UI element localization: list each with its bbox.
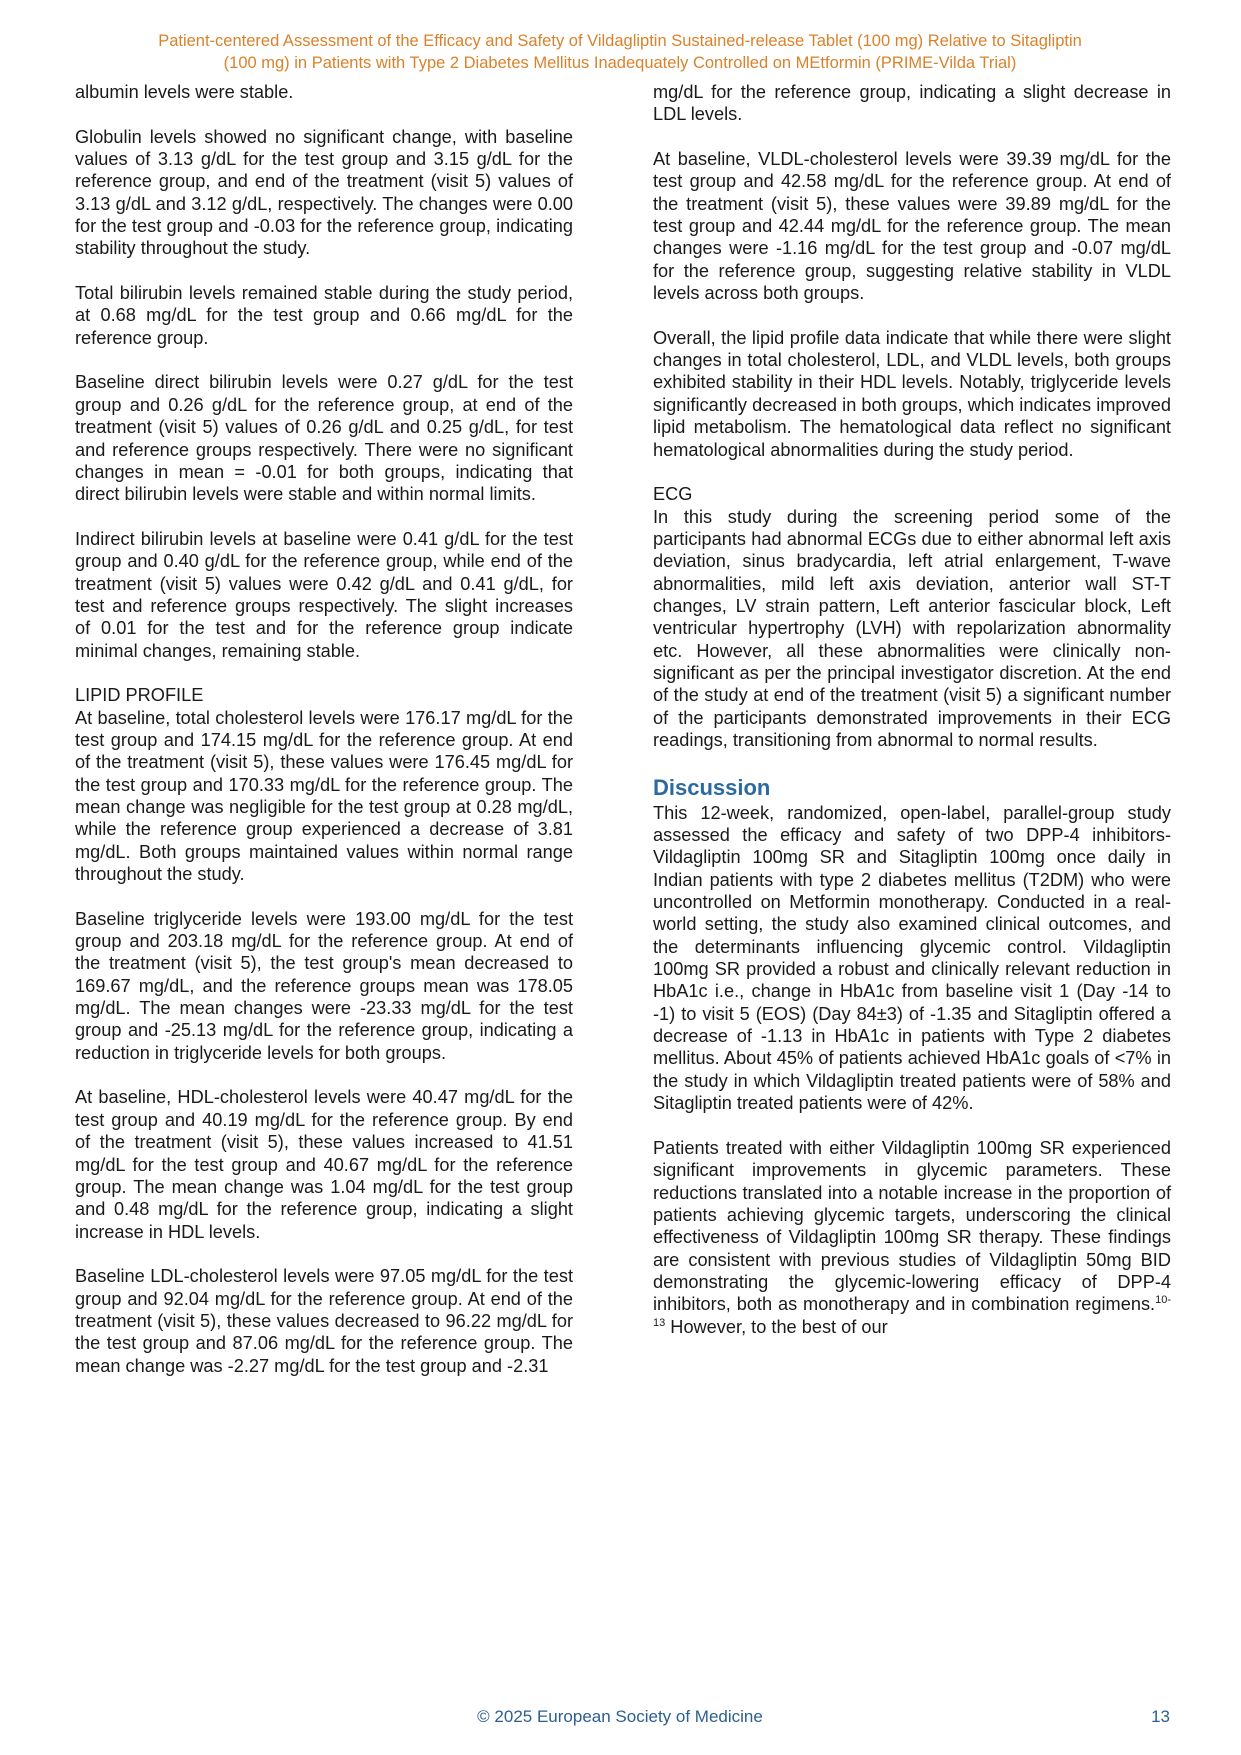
paragraph-direct-bilirubin: Baseline direct bilirubin levels were 0.27 g/dL for the test group and 0.26 g/dL for the reference group, at end of the treatment (visit 5) values of 0.26 g/dL and 0.25 g/dL, for test and reference groups respectively. There were no significant changes in mean = -0.01 for both groups, indicating that direct bilirubin levels were stable and within normal limits. (75, 372, 573, 505)
paragraph-discussion-1: This 12-week, randomized, open-label, parallel-group study assessed the efficacy and safety of two DPP-4 inhibitors- Vildagliptin 100mg SR and Sitagliptin 100mg once daily in Indian patients with type 2 diabetes mellitus (T2DM) who were uncontrolled on Metformin monotherapy. Conducted in a real-world setting, the study also examined clinical outcomes, and the determinants influencing glycemic control. Vildagliptin 100mg SR provided a robust and clinically relevant reduction in HbA1c i.e., change in HbA1c from baseline visit 1 (Day -14 to -1) to visit 5 (EOS) (Day 84±3) of -1.35 and Sitagliptin offered a decrease of -1.13 in HbA1c in patients with Type 2 diabetes mellitus. About 45% of patients achieved HbA1c goals of <7% in the study in which Vildagliptin treated patients were of 58% and Sitagliptin treated patients were of 42%. (653, 802, 1171, 1114)
paragraph-ecg: In this study during the screening period some of the participants had abnormal ECGs due to either abnormal left axis deviation, sinus bradycardia, left atrial enlargement, T-wave abnormalities, mild left axis deviation, anterior wall ST-T changes, LV strain pattern, Left anterior fascicular block, Left ventricular hypertrophy (LVH) with repolarization abnormality etc. However, all these abnormalities were clinically non-significant as per the principal investigator discretion. At the end of the study at end of the treatment (visit 5) a significant number of the participants demonstrated improvements in their ECG readings, transitioning from abnormal to normal results. (653, 506, 1171, 750)
header-title-line-2: (100 mg) in Patients with Type 2 Diabetes Mellitus Inadequately Controlled on MEtformin (PRIME-Vilda Trial) (223, 54, 1017, 72)
page-number: 13 (1151, 1707, 1170, 1726)
header-title-line-1: Patient-centered Assessment of the Efficacy and Safety of Vildagliptin Sustained-release Tablet (100 mg) Relative to Sitagliptin (158, 32, 1082, 50)
running-header (60, 30, 1180, 74)
paragraph-triglyceride: Baseline triglyceride levels were 193.00 mg/dL for the test group and 203.18 mg/dL for the reference group. At end of the treatment (visit 5), the test group's mean decreased to 169.67 mg/dL, and the reference groups mean was 178.05 mg/dL. The mean changes were -23.33 mg/dL for the test group and -25.13 mg/dL for the reference group, indicating a reduction in triglyceride levels for both groups. (75, 908, 573, 1063)
copyright-notice: © 2025 European Society of Medicine (477, 1707, 763, 1726)
discussion-2-text-continued: However, to the best of our (665, 1316, 888, 1337)
left-column (75, 81, 573, 1377)
right-column (653, 81, 1171, 1338)
page-footer (60, 1707, 1180, 1731)
paragraph-hdl: At baseline, HDL-cholesterol levels were 40.47 mg/dL for the test group and 40.19 mg/dL for the reference group. By end of the treatment (visit 5), these values increased to 41.51 mg/dL for the test group and 40.67 mg/dL for the reference group. The mean change was 1.04 mg/dL for the test group and 0.48 mg/dL for the reference group, indicating a slight increase in HDL levels. (75, 1087, 573, 1242)
paragraph-lipid-overall: Overall, the lipid profile data indicate that while there were slight changes in total cholesterol, LDL, and VLDL levels, both groups exhibited stability in their HDL levels. Notably, triglyceride levels significantly decreased in both groups, which indicates improved lipid metabolism. The hematological data reflect no significant hematological abnormalities during the study period. (653, 327, 1171, 460)
paragraph-ldl-continued: mg/dL for the reference group, indicating a slight decrease in LDL levels. (653, 82, 1171, 125)
ecg-heading: ECG (653, 484, 693, 505)
discussion-2-text: Patients treated with either Vildagliptin 100mg SR experienced significant improvements in glycemic parameters. These reductions translated into a notable increase in the proportion of patients achieving glycemic targets, underscoring the clinical effectiveness of Vildagliptin 100mg SR therapy. These findings are consistent with previous studies of Vildagliptin 50mg BID demonstrating the glycemic-lowering efficacy of DPP-4 inhibitors, both as monotherapy and in combination regimens. (653, 1137, 1171, 1315)
paragraph-vldl: At baseline, VLDL-cholesterol levels were 39.39 mg/dL for the test group and 42.58 mg/dL for the reference group. At end of the treatment (visit 5), these values were 39.89 mg/dL for the test group and 42.44 mg/dL for the reference group. The mean changes were -1.16 mg/dL for the test group and -0.07 mg/dL for the reference group, suggesting relative stability in VLDL levels across both groups. (653, 149, 1171, 304)
paragraph-ldl: Baseline LDL-cholesterol levels were 97.05 mg/dL for the test group and 92.04 mg/dL for the reference group. At end of the treatment (visit 5), these values decreased to 96.22 mg/dL for the test group and 87.06 mg/dL for the reference group. The mean change was -2.27 mg/dL for the test group and -2.31 (75, 1266, 573, 1376)
paragraph-total-bilirubin: Total bilirubin levels remained stable during the study period, at 0.68 mg/dL for the test group and 0.66 mg/dL for the reference group. (75, 283, 573, 348)
lipid-profile-heading: LIPID PROFILE (75, 685, 204, 706)
paragraph-total-cholesterol: At baseline, total cholesterol levels were 176.17 mg/dL for the test group and 174.15 mg/dL for the reference group. At end of the treatment (visit 5), these values were 176.45 mg/dL for the test group and 170.33 mg/dL for the reference group. The mean change was negligible for the test group at 0.28 mg/dL, while the reference group experienced a decrease of 3.81 mg/dL. Both groups maintained values within normal range throughout the study. (75, 707, 573, 885)
paragraph-globulin: Globulin levels showed no significant change, with baseline values of 3.13 g/dL for the test group and 3.15 g/dL for the reference group, and end of the treatment (visit 5) values of 3.13 g/dL and 3.12 g/dL, respectively. The changes were 0.00 for the test group and -0.03 for the reference group, indicating stability throughout the study. (75, 126, 573, 259)
paragraph-indirect-bilirubin: Indirect bilirubin levels at baseline were 0.41 g/dL for the test group and 0.40 g/dL for the reference group, while end of the treatment (visit 5) values were 0.42 g/dL and 0.41 g/dL, for test and reference groups respectively. The slight increases of 0.01 for the test and for the reference group indicate minimal changes, remaining stable. (75, 528, 573, 661)
citation-reference[interactable]: 10-13 (653, 1294, 1171, 1329)
paragraph-discussion-2 (653, 1137, 1171, 1338)
discussion-heading: Discussion (653, 774, 771, 800)
paragraph-albumin: albumin levels were stable. (75, 82, 294, 102)
